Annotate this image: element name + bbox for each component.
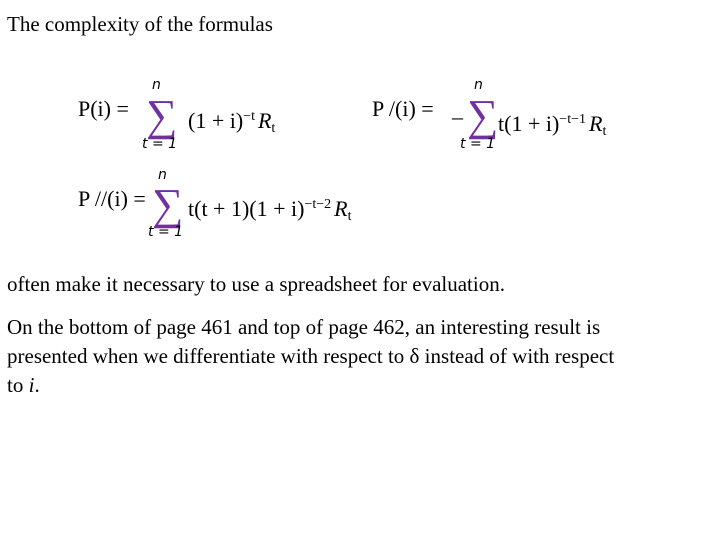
- formula-p-r-sub: t: [271, 121, 276, 136]
- formula-p-sigma-icon: ∑: [146, 91, 178, 140]
- formula-p-double-prime-upper-limit: n: [158, 167, 167, 183]
- formula-p-prime-r: R: [588, 111, 603, 136]
- formula-p-prime-r-sub: t: [602, 124, 607, 139]
- formula-p-prime-exponent: −t−1: [559, 112, 586, 127]
- formula-p-lower-limit: t = 1: [142, 136, 178, 152]
- formula-p-double-prime-exponent: −t−2: [304, 197, 332, 212]
- continuation-text: often make it necessary to use a spreadsheet for evaluation.: [7, 272, 505, 296]
- formula-p-double-prime-lower-limit: t = 1: [148, 224, 184, 240]
- formula-p-prime-upper-limit: n: [474, 77, 483, 93]
- formula-p-double-prime-r-sub: t: [347, 209, 352, 224]
- formula-p-prime-expression: [498, 107, 606, 145]
- paragraph-line-1: On the bottom of page 461 and top of page 462, an interesting result is: [7, 315, 601, 339]
- formula-p-prime-minus: –: [452, 104, 463, 129]
- paragraph-line-3-post: .: [34, 373, 40, 397]
- formula-p-r: R: [257, 108, 272, 133]
- paragraph-line-3-var: i: [28, 373, 35, 397]
- formula-p-double-prime-lhs: P //(i) =: [78, 186, 146, 211]
- formula-p-prime-body: t(1 + i): [498, 111, 560, 136]
- paragraph-line-2: presented when we differentiate with respect to δ instead of with respect: [7, 344, 615, 368]
- paragraph-line-3: [7, 371, 614, 400]
- formula-p-double-prime-sigma-icon: ∑: [152, 180, 184, 229]
- paragraph-line-3-pre: to: [7, 373, 29, 397]
- formula-p-double-prime-expression: [188, 192, 352, 230]
- formula-p-upper-limit: n: [152, 77, 161, 93]
- formula-p-expression: [188, 104, 275, 142]
- paragraph: [7, 313, 614, 400]
- formula-p-body: (1 + i): [188, 108, 244, 133]
- title-text: The complexity of the formulas: [7, 12, 273, 36]
- formula-p-lhs: P(i) =: [78, 96, 129, 121]
- formula-p-double-prime-body: t(t + 1)(1 + i): [188, 196, 305, 221]
- formula-p-exponent: −t: [243, 109, 255, 124]
- formula-p-prime-sigma-icon: ∑: [467, 91, 499, 140]
- formula-p-double-prime-r: R: [334, 196, 348, 221]
- formula-p-prime-lhs: P /(i) =: [372, 96, 434, 121]
- formula-p-prime-lower-limit: t = 1: [460, 136, 496, 152]
